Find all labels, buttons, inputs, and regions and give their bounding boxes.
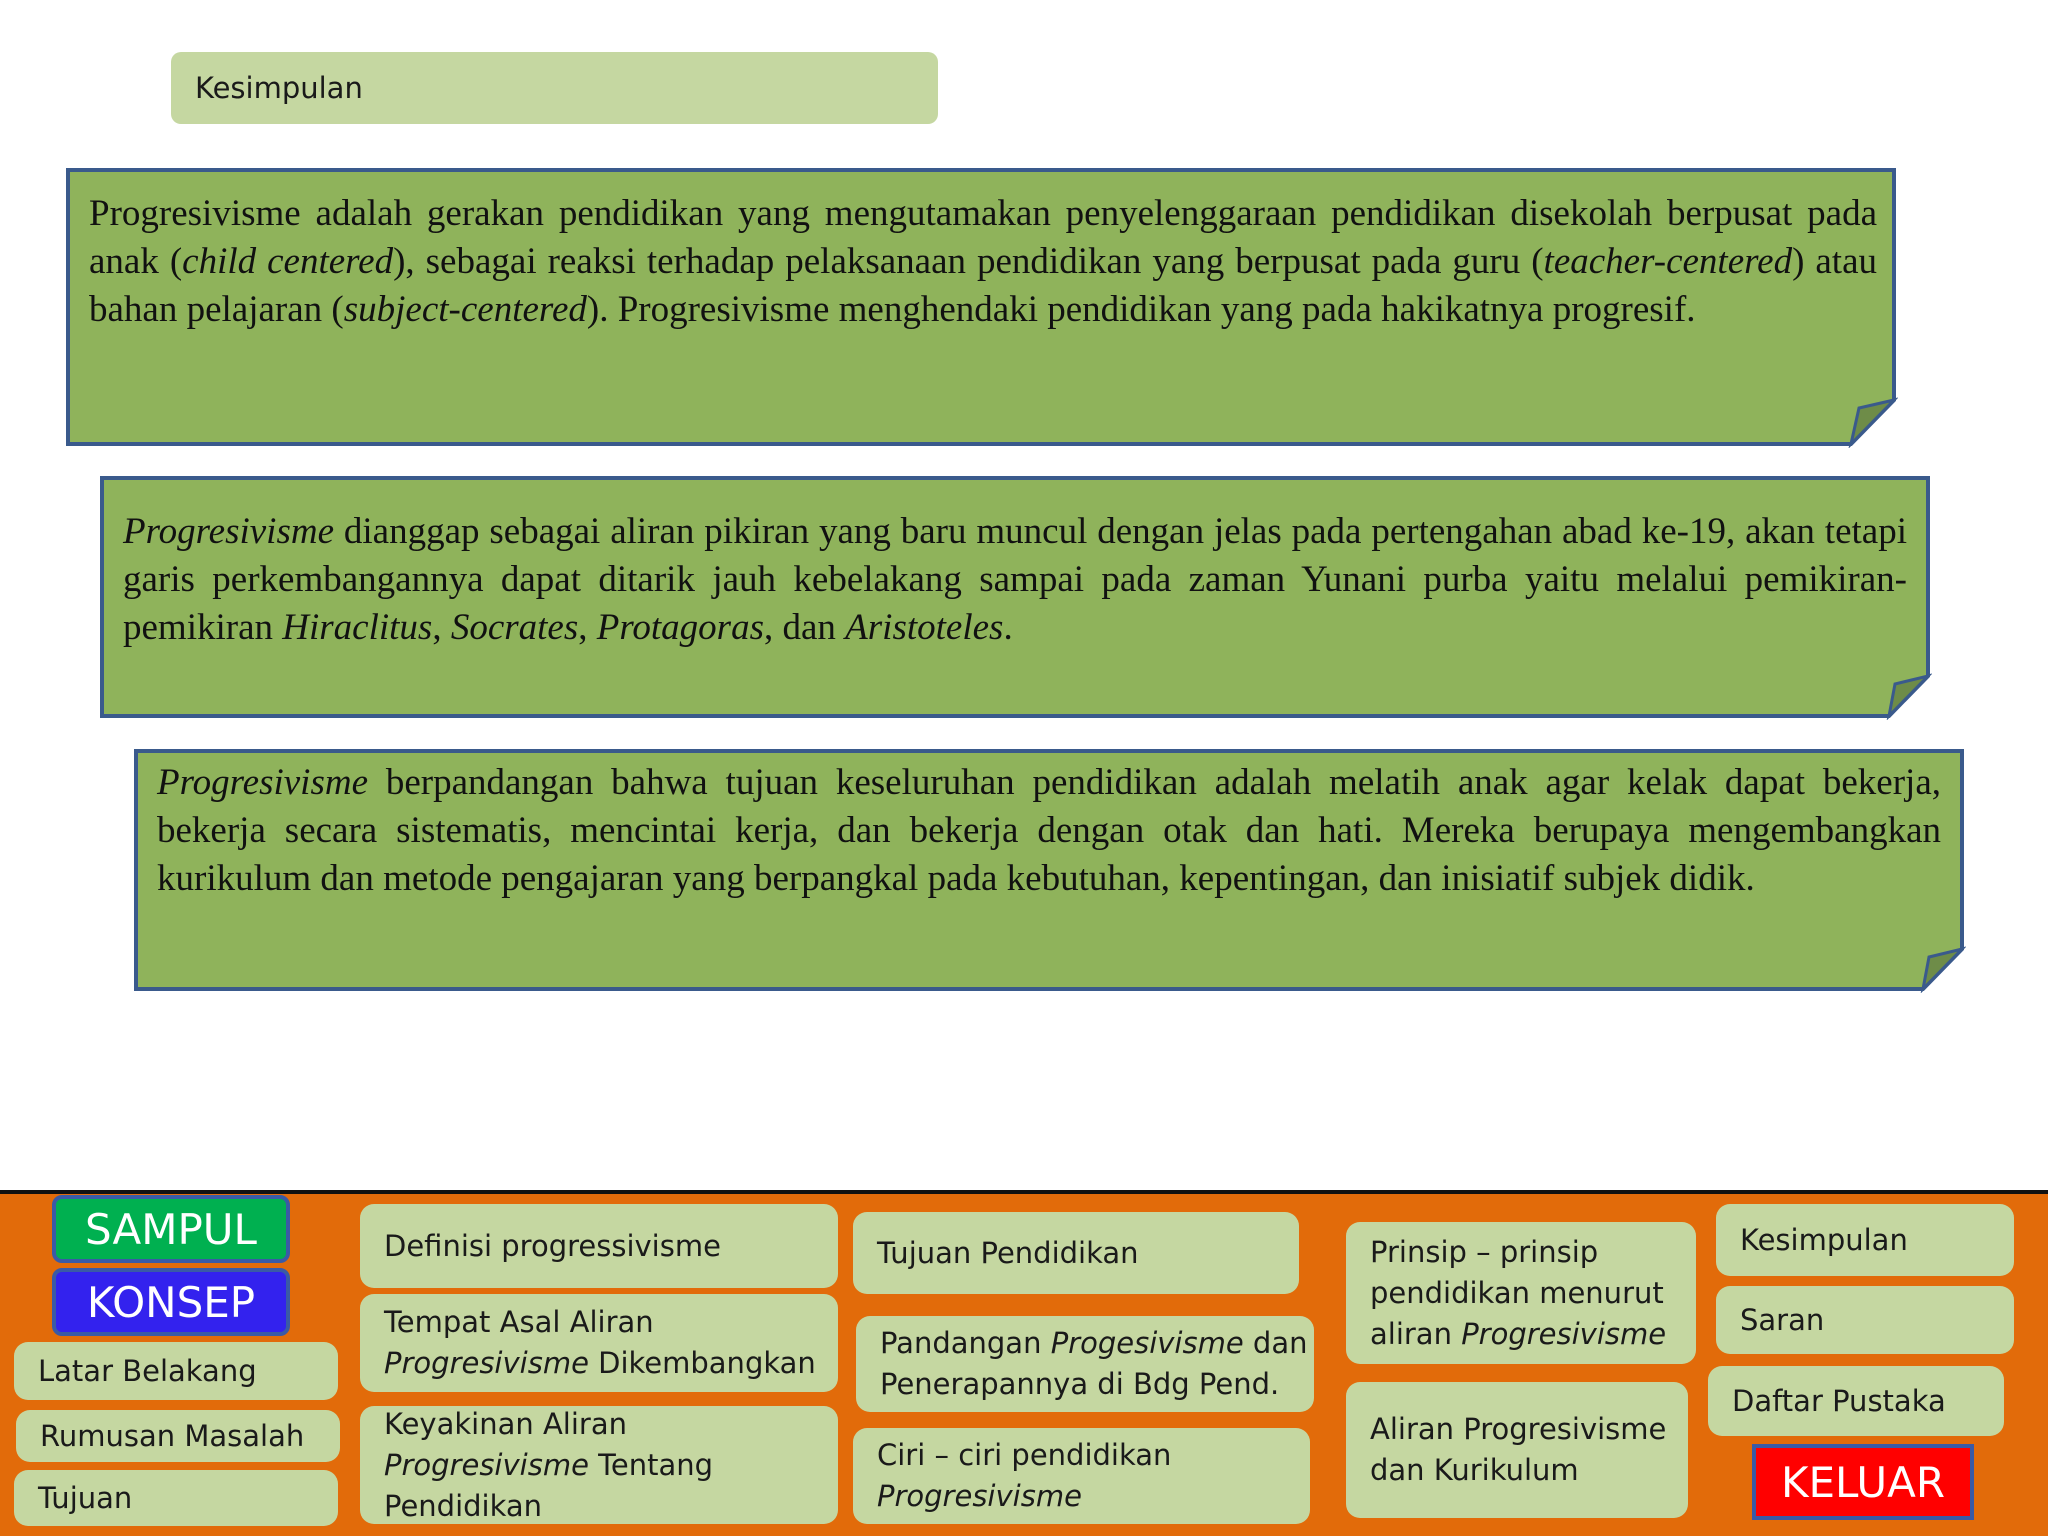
konsep-button[interactable]: KONSEP (52, 1268, 290, 1336)
conclusion-card-3 (134, 749, 1966, 993)
daftar-pustaka-button[interactable]: Daftar Pustaka (1708, 1366, 2004, 1436)
slide-title: Kesimpulan (171, 52, 938, 124)
rich-text (384, 1302, 838, 1384)
italic-term: Progresivisme (123, 511, 334, 552)
italic-term: Progresivisme (384, 1447, 589, 1482)
italic-term: subject-centered (343, 289, 587, 330)
saran-button[interactable]: Saran (1716, 1286, 2014, 1354)
italic-term: child centered (182, 241, 394, 282)
rich-text (880, 1323, 1314, 1405)
text-run: Progresivisme adalah gerakan pendidikan yang mengutamakan penyelenggaraan pendidikan disekolah berpusat pada anak ( (89, 193, 1877, 282)
text-run: Keyakinan Aliran (384, 1406, 627, 1441)
text-run: Pandangan (880, 1326, 1051, 1360)
card-3-text (157, 759, 1941, 903)
rich-text (877, 1435, 1310, 1517)
italic-term: Progesivisme (1050, 1326, 1244, 1360)
prinsip-pendidikan-button[interactable] (1346, 1222, 1696, 1364)
text-run: ) atau bahan pelajaran ( (89, 241, 1877, 330)
italic-term: teacher-centered (1543, 241, 1793, 282)
keyakinan-aliran-button[interactable] (360, 1406, 838, 1524)
text-run: Tentang Pendidikan (384, 1447, 714, 1523)
italic-term: Protagoras (596, 607, 764, 648)
rich-text (123, 511, 1907, 648)
italic-term: Hiraclitus (282, 607, 433, 648)
definisi-progressivisme-button[interactable]: Definisi progressivisme (360, 1204, 838, 1288)
rich-text (384, 1404, 838, 1527)
italic-term: Progresivisme (157, 762, 368, 803)
italic-term: Aristoteles (845, 607, 1004, 648)
text-run: ), sebagai reaksi terhadap pelaksanaan pendidikan yang berpusat pada guru ( (393, 241, 1544, 282)
latar-belakang-button[interactable]: Latar Belakang (14, 1342, 338, 1400)
text-run: dan Penerapannya di Bdg Pend. (880, 1326, 1308, 1401)
text-run: , dan (763, 607, 846, 648)
tujuan-button[interactable]: Tujuan (14, 1470, 338, 1526)
sampul-button[interactable]: SAMPUL (52, 1195, 290, 1263)
rich-text (157, 762, 1941, 899)
italic-term: Progresivisme (1461, 1316, 1667, 1351)
conclusion-card-1 (66, 168, 1898, 448)
text-run: Dikembangkan (588, 1346, 816, 1380)
rich-text (89, 193, 1877, 330)
card-1-text (89, 190, 1877, 334)
rumusan-masalah-button[interactable]: Rumusan Masalah (16, 1410, 340, 1462)
pandangan-progesivisme-button[interactable] (856, 1316, 1314, 1412)
ciri-ciri-pendidikan-button[interactable] (853, 1428, 1310, 1524)
tempat-asal-aliran-button[interactable] (360, 1294, 838, 1392)
text-run: dianggap sebagai aliran pikiran yang baru muncul dengan jelas pada pertengahan abad ke-19, akan tetapi garis perkembangannya dapat ditarik jauh kebelakang sampai pada zaman Yunani purba yaitu melalui pemikiran-pemikiran (123, 511, 1907, 648)
italic-term: Progresivisme (384, 1346, 589, 1380)
card-2-text (123, 508, 1907, 652)
keluar-button[interactable]: KELUAR (1752, 1444, 1974, 1520)
aliran-progresivisme-kurikulum-button[interactable]: Aliran Progresivisme dan Kurikulum (1346, 1382, 1688, 1518)
conclusion-card-2 (100, 476, 1932, 720)
rich-text (1370, 1232, 1696, 1355)
kesimpulan-button[interactable]: Kesimpulan (1716, 1204, 2014, 1276)
tujuan-pendidikan-button[interactable]: Tujuan Pendidikan (853, 1212, 1299, 1294)
text-run: , (578, 607, 597, 648)
text-run: berpandangan bahwa tujuan keseluruhan pendidikan adalah melatih anak agar kelak dapat bekerja, bekerja secara sistematis, mencintai kerja, dan bekerja dengan otak dan hati. Mereka berupaya mengembangkan kurikulum dan metode pengajaran yang berpangkal pada kebutuhan, kepentingan, dan inisiatif subjek didik. (157, 762, 1941, 899)
text-run: Prinsip – prinsip pendidikan menurut aliran (1370, 1234, 1664, 1351)
text-run: . (1003, 607, 1013, 648)
text-run: Ciri – ciri pendidikan (877, 1438, 1172, 1472)
text-run: Tempat Asal Aliran (384, 1305, 654, 1339)
italic-term: Progresivisme (877, 1479, 1082, 1513)
text-run: , (432, 607, 451, 648)
text-run: ). Progresivisme menghendaki pendidikan yang pada hakikatnya progresif. (586, 289, 1696, 330)
italic-term: Socrates (450, 607, 579, 648)
